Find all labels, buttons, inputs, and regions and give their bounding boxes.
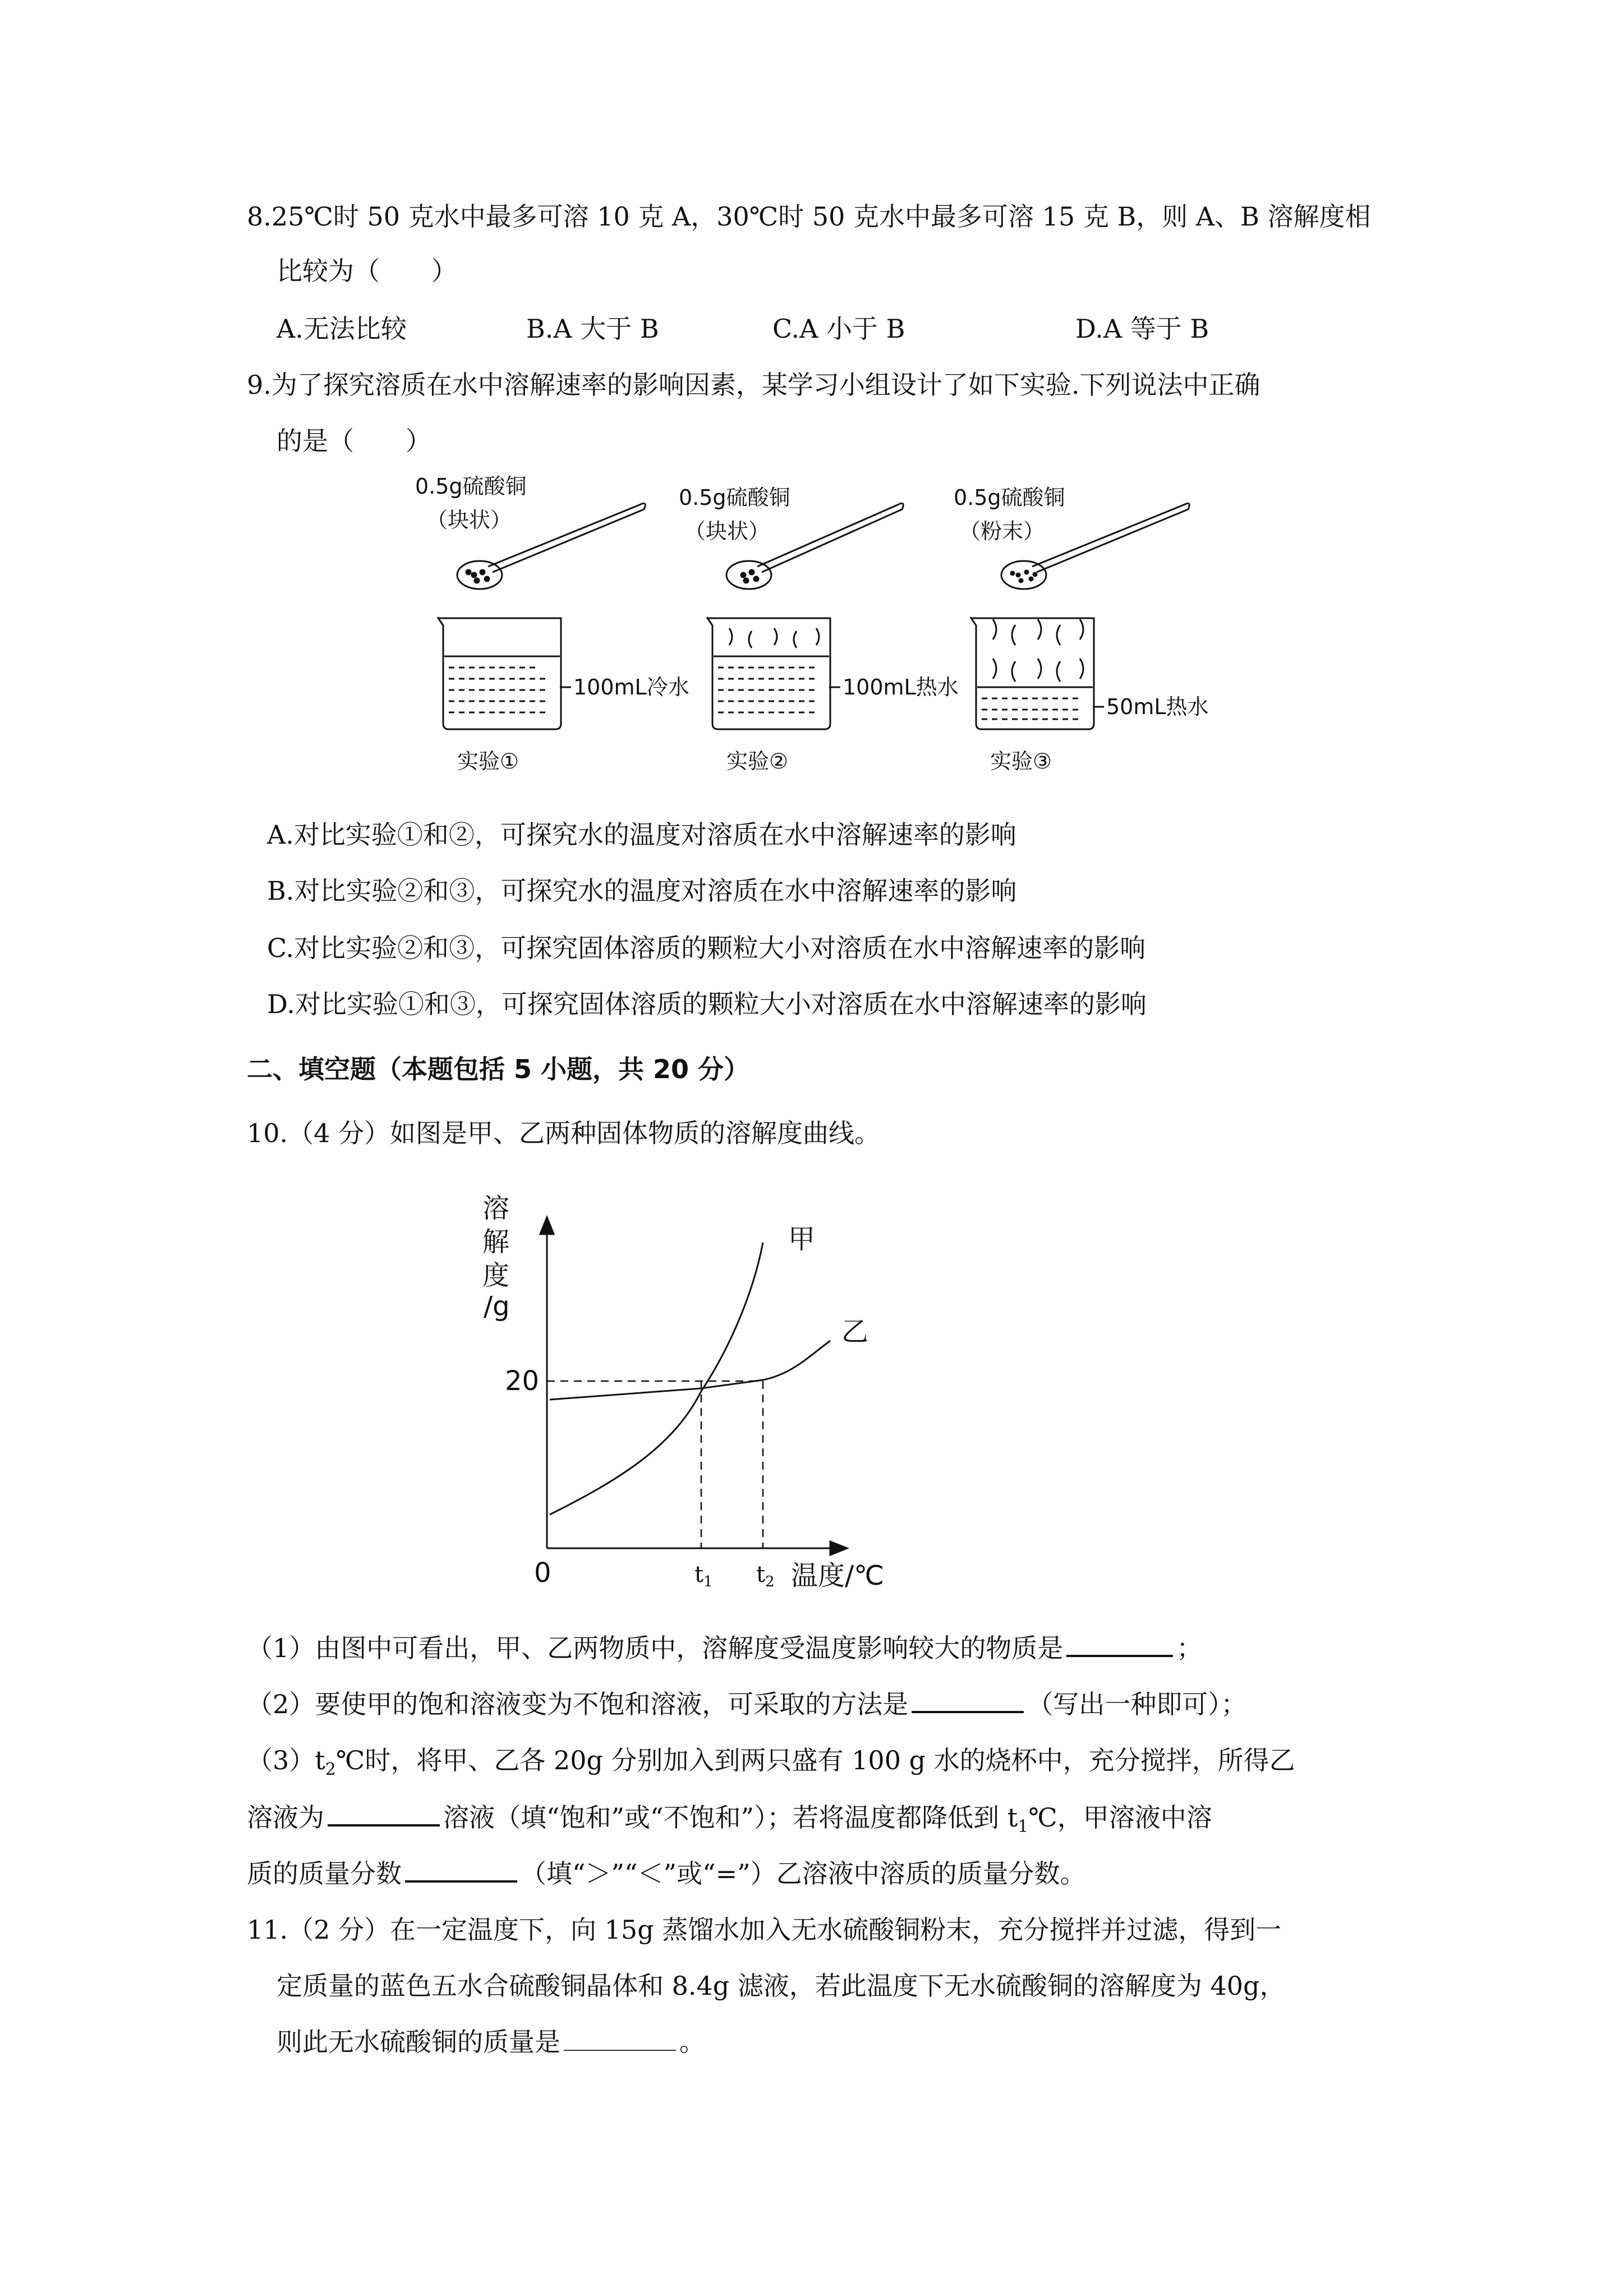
solubility-graph (471, 1189, 920, 1593)
q10-intro: 10.（4 分）如图是甲、乙两种固体物质的溶解度曲线。 (247, 1118, 881, 1148)
graph-ylabel-3: 度 (482, 1260, 510, 1291)
exp2-title: 实验② (726, 749, 789, 774)
curve-yi (550, 1341, 830, 1400)
graph-ylabel-2: 解 (482, 1226, 510, 1258)
q10-part3-line2: 溶液为 溶液（填“饱和”或“不饱和”）；若将温度都降低到 $t_1℃$，甲溶液中溶 (247, 1800, 1212, 1844)
graph-t2: $t_2$ (756, 1562, 775, 1590)
q10-blank-3[interactable] (328, 1800, 440, 1826)
exp1-beaker-icon (438, 617, 571, 729)
exp1-water-label: 100mL冷水 (573, 675, 689, 700)
q8-stem-line2: 比较为（ ） (277, 256, 457, 286)
graph-ylabel-4: /g (484, 1291, 510, 1322)
exp3-spoon-icon (1001, 503, 1189, 589)
exp3-water-label: 50mL热水 (1106, 694, 1209, 719)
exp2-beaker-icon (707, 617, 840, 729)
q9-option-b: B.对比实验②和③，可探究水的温度对溶质在水中溶解速率的影响 (267, 876, 1017, 906)
q10-blank-2[interactable] (912, 1686, 1024, 1713)
q11-stem-line2: 定质量的蓝色五水合硫酸铜晶体和 8.4g 滤液，若此温度下无水硫酸铜的溶解度为 40g， (277, 1971, 1286, 2001)
q10-blank-4[interactable] (405, 1856, 517, 1883)
graph-origin: 0 (534, 1557, 551, 1589)
q9-option-d: D.对比实验①和③，可探究固体溶质的颗粒大小对溶质在水中溶解速率的影响 (267, 989, 1147, 1019)
exp1-sample-label: 0.5g硫酸铜 (415, 474, 527, 499)
exp2-spoon-icon (726, 503, 903, 589)
exp2-water-label: 100mL热水 (843, 675, 959, 700)
q9-stem-line2: 的是（ ） (277, 426, 431, 456)
section2-title: 二、填空题（本题包括 5 小题，共 20 分） (247, 1054, 750, 1084)
q10-part3-line3: 质的质量分数 （填“＞”“＜”或“=”）乙溶液中溶质的质量分数。 (247, 1856, 1086, 1890)
exp1-form-label: （块状） (426, 508, 512, 532)
q11-stem-line3: 则此无水硫酸铜的质量是 。 (277, 2025, 705, 2059)
q9-option-a: A.对比实验①和②，可探究水的温度对溶质在水中溶解速率的影响 (267, 820, 1016, 850)
q8-option-d: D.A 等于 B (1075, 314, 1209, 344)
curve-jia (550, 1243, 763, 1515)
exp3-title: 实验③ (990, 749, 1052, 774)
q8-stem-line1: 8.25℃时 50 克水中最多可溶 10 克 A，30℃时 50 克水中最多可溶 15 克 B，则 A、B 溶解度相 (247, 201, 1371, 232)
q10-part3-line1: $(3)t_2℃$时，将甲、乙各 20g 分别加入到两只盛有 100 g 水的烧杯中，充分搅拌，所得乙 (247, 1745, 1295, 1780)
graph-ylabel-1: 溶 (482, 1193, 510, 1224)
experiment-figure (393, 471, 1268, 808)
q9-stem-line1: 9.为了探究溶质在水中溶解速率的影响因素，某学习小组设计了如下实验.下列说法中正确 (247, 370, 1260, 400)
exp3-sample-label: 0.5g硫酸铜 (954, 485, 1065, 510)
q10-blank-1[interactable] (1066, 1630, 1173, 1657)
q10-part2: （2）要使甲的饱和溶液变为不饱和溶液，可采取的方法是 （写出一种即可）； (247, 1686, 1246, 1721)
graph-label-jia: 甲 (788, 1223, 816, 1255)
q11-blank[interactable] (564, 2025, 676, 2051)
exp2-form-label: （块状） (684, 519, 770, 544)
exp1-title: 实验① (457, 749, 519, 774)
q9-option-c: C.对比实验②和③，可探究固体溶质的颗粒大小对溶质在水中溶解速率的影响 (267, 933, 1146, 963)
q8-option-a: A.无法比较 (277, 314, 407, 344)
graph-label-yi: 乙 (841, 1316, 869, 1347)
q8-option-c: C.A 小于 B (772, 314, 905, 344)
q8-option-b: B.A 大于 B (526, 314, 659, 344)
exp2-sample-label: 0.5g硫酸铜 (679, 485, 790, 510)
exp3-beaker-icon (970, 617, 1104, 729)
exp3-form-label: （粉末） (959, 519, 1045, 544)
graph-t1: $t_1$ (694, 1562, 713, 1590)
graph-xlabel: 温度/℃ (791, 1560, 885, 1591)
graph-y-tick-20: 20 (505, 1365, 540, 1397)
q10-part1: （1）由图中可看出，甲、乙两物质中，溶解度受温度影响较大的物质是 ； (247, 1630, 1202, 1665)
q11-stem-line1: 11.（2 分）在一定温度下，向 15g 蒸馏水加入无水硫酸铜粉末，充分搅拌并过滤，得到一 (247, 1915, 1282, 1945)
